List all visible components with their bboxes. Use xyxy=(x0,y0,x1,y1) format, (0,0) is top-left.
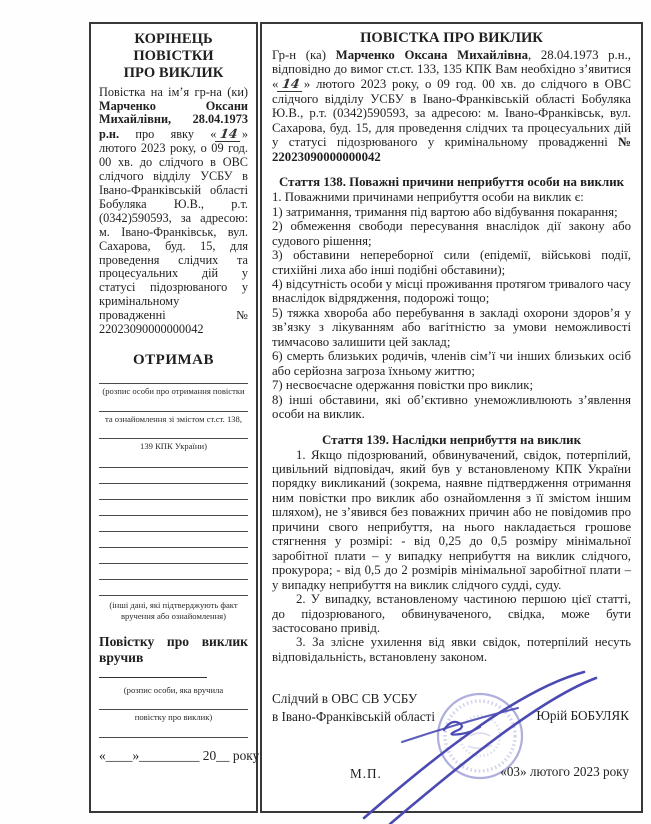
other-data-note-line2: вручення або ознайомлення) xyxy=(121,610,226,621)
official-position-line2: в Івано-Франківській області xyxy=(272,709,435,725)
served-by-blank xyxy=(99,666,207,678)
seal-placeholder-label: М.П. xyxy=(350,766,382,782)
article-138-item: 1) затримання, тримання під вартою або відбування покарання; xyxy=(272,204,618,219)
article-138-item: 7) несвоєчасне одержання повістки про виклик; xyxy=(272,378,534,393)
blank-line xyxy=(99,564,248,580)
signature-line xyxy=(99,397,248,412)
article-139-paragraph: 2. У випадку, встановленому частиною першою цієї статті, до підозрюваного, обвинуваченого, свідка, може бути застосовано привід. xyxy=(272,592,631,635)
stub-post-date: » лютого 2023 року, о 09 год. 00 хв. до слідчого в ОВС слідчого відділу УСБУ в Івано-Франківській області Бобуляка Ю.В., р.т. (0342)590593, за адресою: м. Івано-Франківськ, вул. Сахарова, буд. 15, для проведення слідчих та процесуальних дій у статусі підозрюваного у кримінальному провадженні № 22023090000000042 xyxy=(99,127,248,337)
blank-line xyxy=(99,484,248,500)
signature-line xyxy=(99,723,248,738)
stub-intro-prefix: Повістка на ім’я гр-на (ки) xyxy=(99,84,248,99)
stub-person-name: Марченко Оксани Михайлівни, 28.04.1973 р.н. xyxy=(99,98,248,142)
other-data-note xyxy=(99,600,248,621)
served-note-1: (розпис особи, яка вручила xyxy=(123,684,224,695)
article-138-item: 2) обмеження свободи пересування внаслідок дії закону або судового рішення; xyxy=(272,219,631,248)
stub-date-blank: «____»_________ 20__ року xyxy=(99,748,260,763)
summons-intro-paragraph xyxy=(272,48,631,164)
case-number: № 22023090000000042 xyxy=(272,135,631,164)
article-139-paragraphs xyxy=(272,448,631,665)
article-138-list xyxy=(272,190,631,421)
summons-intro-mid: , 28.04.1973 р.н., відповідно до вимог ст.ст. 133, 135 КПК Вам необхідно з’явитися « xyxy=(272,48,632,91)
stub-intro-paragraph xyxy=(99,86,248,337)
official-position xyxy=(272,690,435,726)
article-138-item: 5) тяжка хвороба або перебування в закладі охорони здоров’я у зв’язку з лікуванням або вагітністю за умови неможливості тимчасово залишити цей заклад; xyxy=(272,305,631,349)
summons-person-name: Марченко Оксана Михайлівна xyxy=(335,48,529,62)
article-138-item: 1. Поважними причинами неприбуття особи на виклик є: xyxy=(272,190,584,205)
served-note-2: повістку про виклик) xyxy=(134,712,213,723)
article-138-item: 4) відсутність особи у місці проживання протягом тривалого часу внаслідок відрядження, подорожі тощо; xyxy=(272,277,631,306)
signature-line xyxy=(99,695,248,710)
signature-date: «03» лютого 2023 року xyxy=(500,764,629,780)
stub-section xyxy=(89,22,258,813)
blank-line xyxy=(99,516,248,532)
summons-intro-prefix: Гр-н (ка) xyxy=(272,48,336,62)
blank-line xyxy=(99,580,248,596)
summons-title: ПОВІСТКА ПРО ВИКЛИК xyxy=(360,30,543,46)
official-position-line1: Слідчий в ОВС СВ УСБУ xyxy=(272,691,418,707)
summons-intro-post: » лютого 2023 року, о 09 год. 00 хв. до слідчого в ОВС слідчого відділу УСБУ в Івано-Франківській області Бобуляка Ю.В., р.т. (0342)590593, за адресою: м. Івано-Франківськ, вул. Сахарова, буд. 15, для проведення слідчих та процесуальних дій у статусі підозрюваного у кримінальному провадженні xyxy=(272,76,631,150)
receipt-note-1: (розпис особи про отримання повістки xyxy=(102,385,245,396)
signature-line xyxy=(99,369,248,384)
article-139-paragraph: 1. Якщо підозрюваний, обвинувачений, свідок, потерпілий, цивільний відповідач, який був у встановленому КПК України порядку викликаний (зокрема, наявне підтвердження отримання ним повістки про виклик або ознайомлення з її змістом іншим шляхом), не з’явився без поважних причин або не повідомив про причини свого неприбуття, на нього накладається грошове стягнення у розмірі: - від 0,25 до 0,5 розміру мінімальної заробітної плати – у випадку неприбуття на виклик слідчого, прокурора; - від 0,5 до 2 розмірів мінімальної заробітної плати – у випадку неприбуття на виклик слідчого судді, суду. xyxy=(272,447,631,592)
blank-line xyxy=(99,548,248,564)
signature-line xyxy=(99,424,248,439)
served-by-label: Повістку про виклик вручив xyxy=(99,633,248,665)
blank-line xyxy=(99,468,248,484)
signature-block xyxy=(272,674,631,824)
stub-title-line2: ПРО ВИКЛИК xyxy=(123,65,224,82)
official-name: Юрій БОБУЛЯК xyxy=(536,708,629,724)
article-139-heading: Стаття 139. Наслідки неприбуття на виклик xyxy=(321,432,582,447)
stub-title-line1: КОРІНЕЦЬ ПОВІСТКИ xyxy=(133,31,214,65)
blank-line xyxy=(99,532,248,548)
received-heading: ОТРИМАВ xyxy=(133,351,214,368)
article-138-item: 8) інші обставини, які об’єктивно унеможливлюють з’явлення особи на виклик. xyxy=(272,392,631,422)
article-139-paragraph: 3. За злісне ухилення від явки свідок, потерпілий несуть відповідальність, встановлену законом. xyxy=(272,635,631,664)
handwritten-date: 14 xyxy=(277,77,305,92)
handwritten-date: 14 xyxy=(215,127,243,142)
stub-pre-date: про явку « xyxy=(119,127,217,142)
blank-line xyxy=(99,500,248,516)
receipt-note-3: 139 КПК України) xyxy=(140,441,207,452)
blank-line xyxy=(99,452,248,468)
article-138-item: 6) смерть близьких родичів, членів сім’ї чи інших близьких осіб або серйозна загроза їхньому життю; xyxy=(272,349,631,378)
article-138-item: 3) обставини непереборної сили (епідемії, військові події, стихійні лиха або інші подібні обставини); xyxy=(272,248,631,277)
stub-title xyxy=(99,31,248,83)
receipt-note-2: та ознайомлення зі змістом ст.ст. 138, xyxy=(104,413,243,424)
served-by-line xyxy=(99,634,248,683)
summons-section xyxy=(260,22,643,813)
article-138-heading: Стаття 138. Поважні причини неприбуття особи на виклик xyxy=(278,175,625,190)
other-data-note-line1: (інші дані, які підтверджують факт xyxy=(109,600,238,611)
